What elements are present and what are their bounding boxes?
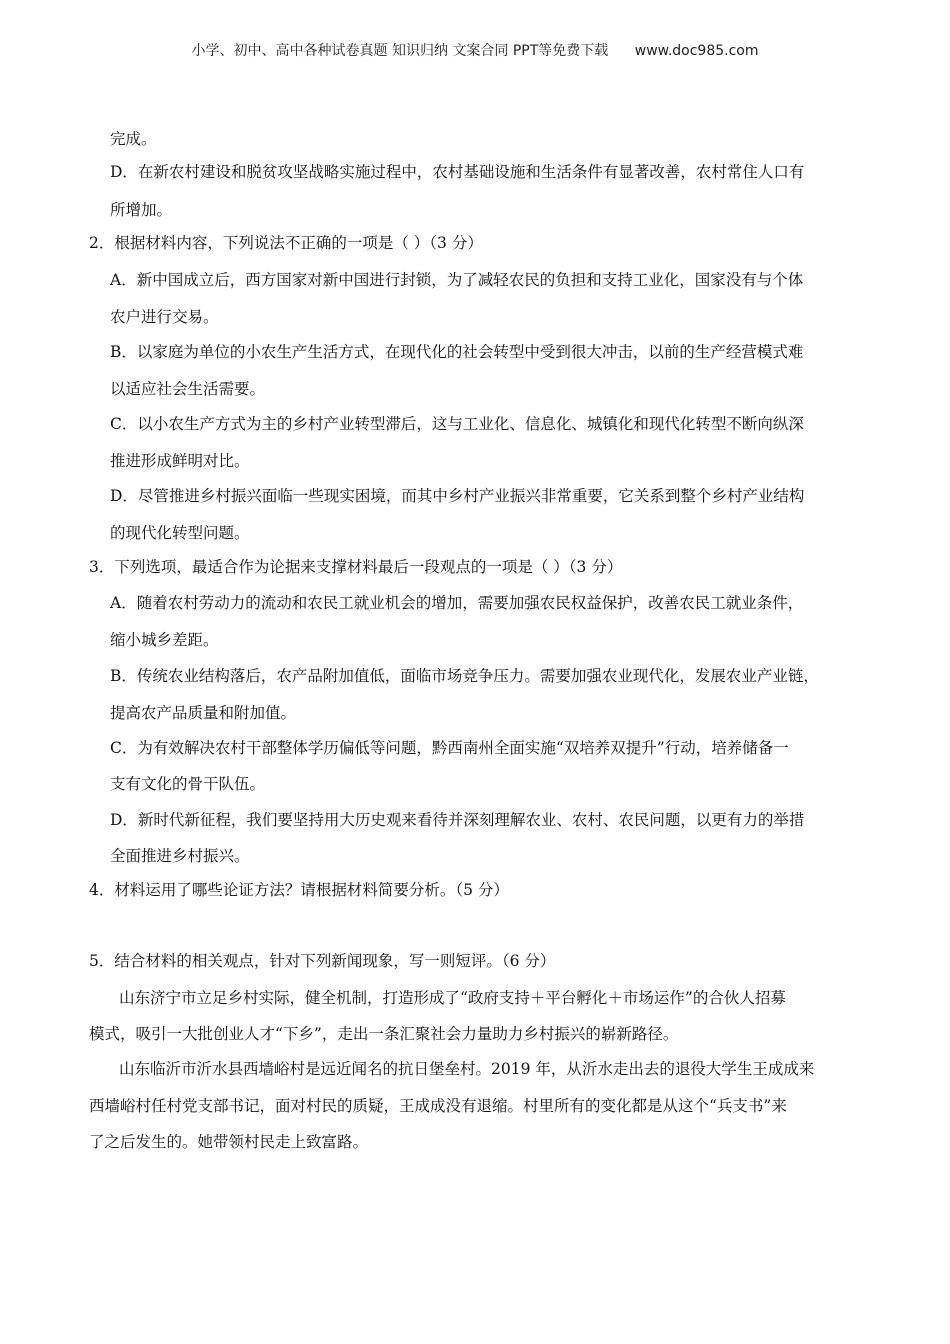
text-line: 完成。: [110, 130, 157, 148]
paragraph-line: 西墙峪村任村党支部书记，面对村民的质疑，王成成没有退缩。村里所有的变化都是从这个“兵支书”来: [89, 1097, 787, 1115]
paragraph-line: 模式，吸引一大批创业人才“下乡”，走出一条汇聚社会力量助力乡村振兴的崭新路径。: [89, 1025, 679, 1043]
option-a-line: 农户进行交易。: [110, 308, 219, 326]
question-2-stem: 2．根据材料内容，下列说法不正确的一项是（ ）（3 分）: [89, 234, 483, 252]
header-site: www.doc985.com: [634, 43, 759, 59]
option-d-line: 全面推进乡村振兴。: [110, 847, 250, 865]
option-d-line: 所增加。: [110, 201, 173, 219]
option-c-line: 推进形成鲜明对比。: [110, 452, 250, 470]
header-text: 小学、初中、高中各种试卷真题 知识归纳 文案合同 PPT等免费下载: [191, 43, 609, 59]
page-header: [0, 40, 950, 60]
option-c-line: C．为有效解决农村干部整体学历偏低等问题，黔西南州全面实施“双培养双提升”行动，培养储备一: [110, 739, 789, 757]
paragraph-line: 山东临沂市沂水县西墙峪村是远近闻名的抗日堡垒村。2019 年，从沂水走出去的退役大学生王成成来: [119, 1060, 815, 1078]
paragraph-line: 了之后发生的。她带领村民走上致富路。: [89, 1133, 369, 1151]
question-4-stem: 4．材料运用了哪些论证方法？请根据材料简要分析。（5 分）: [89, 881, 509, 899]
question-3-stem: 3．下列选项，最适合作为论据来支撑材料最后一段观点的一项是（ ）（3 分）: [89, 558, 623, 576]
question-5-stem: 5．结合材料的相关观点，针对下列新闻现象，写一则短评。（6 分）: [89, 952, 556, 970]
paragraph-line: 山东济宁市立足乡村实际，健全机制，打造形成了“政府支持＋平台孵化＋市场运作”的合伙人招募: [119, 989, 786, 1007]
option-b-line: B．传统农业结构落后，农产品附加值低，面临市场竞争压力。需要加强农业现代化，发展农业产业链，: [110, 667, 819, 685]
option-c-line: C．以小农生产方式为主的乡村产业转型滞后，这与工业化、信息化、城镇化和现代化转型不断向纵深: [110, 415, 804, 433]
option-d-line: D．在新农村建设和脱贫攻坚战略实施过程中，农村基础设施和生活条件有显著改善，农村常住人口有: [110, 163, 805, 181]
option-c-line: 支有文化的骨干队伍。: [110, 775, 266, 793]
option-b-line: 以适应社会生活需要。: [110, 380, 266, 398]
option-d-line: 的现代化转型问题。: [110, 524, 250, 542]
option-b-line: 提高农产品质量和附加值。: [110, 704, 297, 722]
option-a-line: A．新中国成立后，西方国家对新中国进行封锁，为了减轻农民的负担和支持工业化，国家没有与个体: [110, 271, 804, 289]
option-d-line: D．新时代新征程，我们要坚持用大历史观来看待并深刻理解农业、农村、农民问题，以更有力的举措: [110, 811, 805, 829]
option-a-line: 缩小城乡差距。: [110, 631, 219, 649]
option-d-line: D．尽管推进乡村振兴面临一些现实困境，而其中乡村产业振兴非常重要，它关系到整个乡村产业结构: [110, 487, 805, 505]
option-a-line: A．随着农村劳动力的流动和农民工就业机会的增加，需要加强农民权益保护，改善农民工就业条件，: [110, 594, 804, 612]
option-b-line: B．以家庭为单位的小农生产生活方式，在现代化的社会转型中受到很大冲击，以前的生产经营模式难: [110, 343, 804, 361]
